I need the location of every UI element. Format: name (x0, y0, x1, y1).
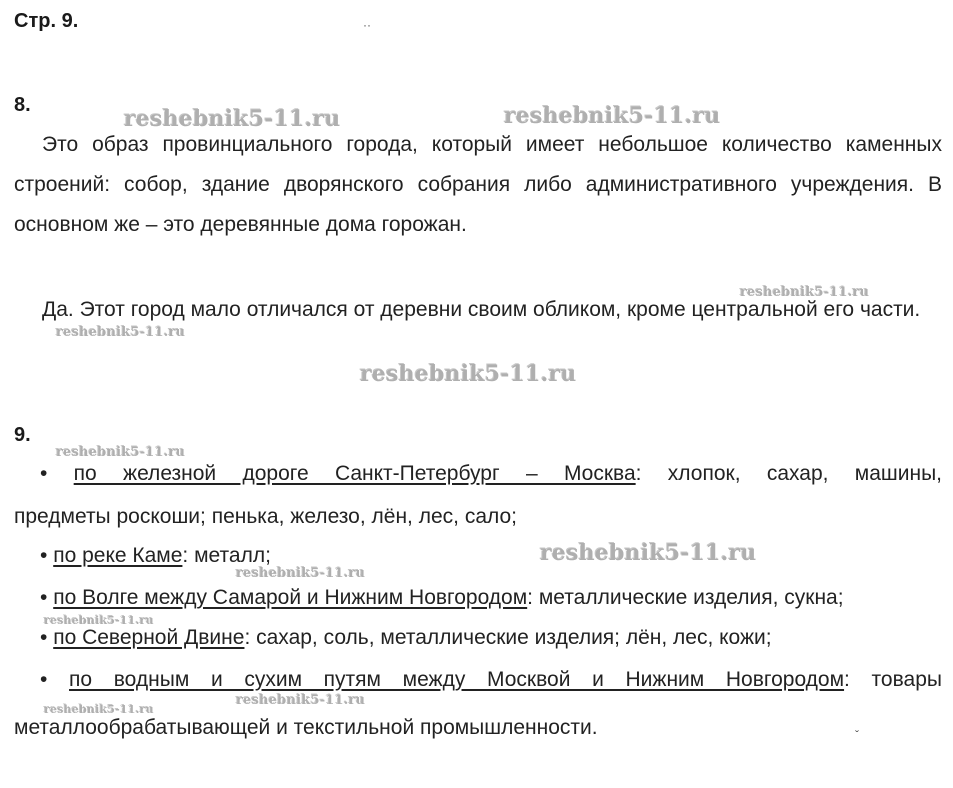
list-item (40, 626, 772, 650)
goods-text: : товары (844, 668, 942, 691)
watermark: reshebnik5-11.ru (236, 693, 366, 708)
watermark: reshebnik5-11.ru (360, 361, 577, 387)
goods-text: : металл; (182, 544, 271, 567)
route-label: по реке Каме (53, 544, 183, 567)
task-8-paragraph-2: Да. Этот город мало отличался от деревни своим обликом, кроме центральной его части. (42, 298, 921, 321)
route-label: по Северной Двине (53, 626, 245, 649)
route-label: по железной дороге Санкт-Петербург – Москва (73, 462, 636, 485)
page-label: Стр. 9. (14, 10, 79, 32)
goods-text: : хлопок, сахар, машины, (635, 462, 942, 485)
watermark: reshebnik5-11.ru (44, 614, 154, 627)
bullet: • (40, 668, 48, 691)
list-item-continuation: предметы роскоши; пенька, железо, лён, лес, сало; (14, 505, 518, 528)
watermark: reshebnik5-11.ru (56, 325, 186, 340)
list-item (40, 668, 942, 692)
bullet: • (40, 586, 48, 609)
bullet: • (40, 462, 48, 485)
watermark: reshebnik5-11.ru (504, 103, 721, 129)
list-item (40, 544, 271, 568)
watermark: reshebnik5-11.ru (740, 285, 870, 300)
task-8-number: 8. (14, 94, 31, 116)
route-label: по Волге между Самарой и Нижним Новгородом (53, 586, 528, 609)
bullet: • (40, 544, 48, 567)
task-9-number: 9. (14, 424, 31, 446)
goods-text: : сахар, соль, металлические изделия; лён, лес, кожи; (244, 626, 772, 649)
bullet: • (40, 626, 48, 649)
watermark: reshebnik5-11.ru (236, 566, 366, 581)
scan-speck: ·· (363, 18, 371, 32)
route-label: по водным и сухим путям между Москвой и Нижним Новгородом (69, 668, 845, 691)
watermark: reshebnik5-11.ru (44, 703, 154, 716)
task-8-paragraph-1: Это образ провинциального города, который имеет небольшое количество каменных строений: собор, здание дворянского собрания либо административного учреждения. В основном же – это деревянные дома горожан. (14, 133, 942, 236)
list-item (40, 462, 942, 486)
watermark: reshebnik5-11.ru (56, 445, 186, 460)
list-item-continuation: металлообрабатывающей и текстильной промышленности. (14, 716, 598, 739)
watermark: reshebnik5-11.ru (540, 540, 757, 566)
watermark: reshebnik5-11.ru (124, 106, 341, 132)
goods-text: : металлические изделия, сукна; (527, 586, 844, 609)
scan-speck: ˇ (855, 728, 859, 742)
list-item (40, 586, 844, 610)
